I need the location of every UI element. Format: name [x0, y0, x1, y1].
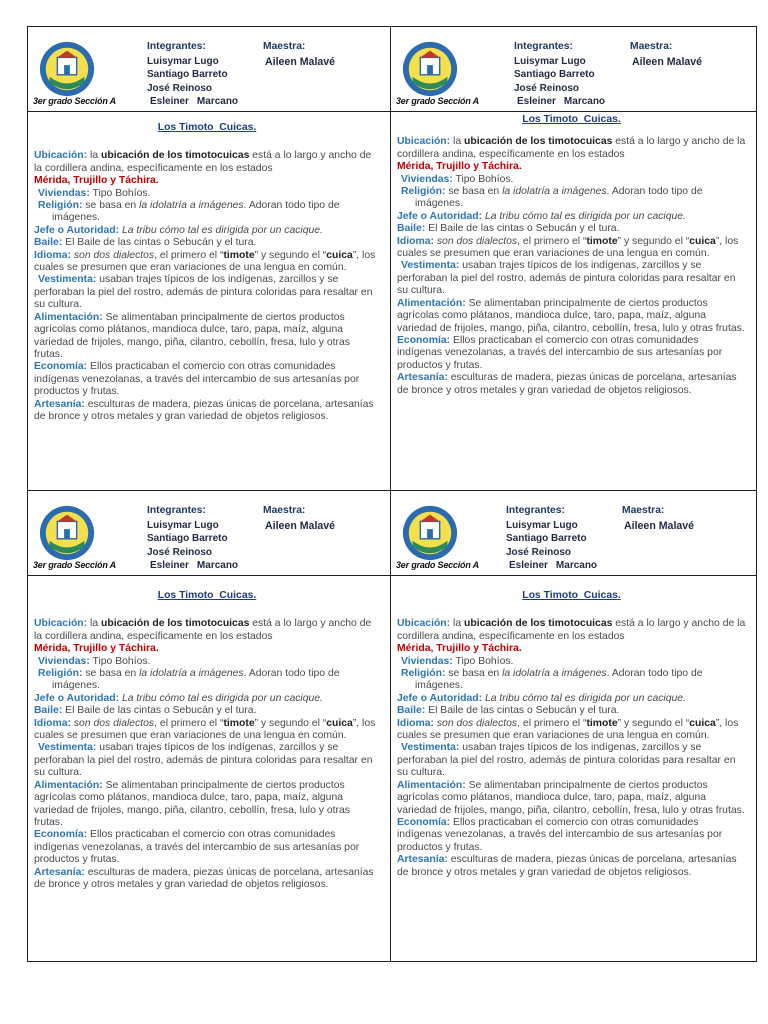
info-card — [390, 490, 757, 962]
idioma-paragraph: Idioma: son dos dialectos, el primero el “timote” y segundo el “cuica”, los cuales se presumen que eran variaciones de una lengua en común. — [34, 717, 376, 742]
artesania-paragraph: Artesanía: esculturas de madera, piezas únicas de porcelana, artesanías de bronce y otros metales y gran variedad de objetos religiosos. — [397, 372, 737, 396]
member-name: Luisymar Lugo — [514, 56, 586, 67]
member-name: Esleiner Marcano — [150, 96, 239, 108]
card-title: Los Timoto_Cuicas. — [157, 590, 257, 601]
member-name: Santiago Barreto — [147, 69, 228, 81]
member-name: José Reinoso — [147, 82, 213, 94]
religion-continuation: imágenes. — [415, 680, 463, 692]
baile-paragraph: Baile: El Baile de las cintas o Sebucán y el tura. — [397, 705, 620, 717]
alimentacion-paragraph: Alimentación: Se alimentaban principalmente de ciertos productos agrícolas como plátanos, mandioca dulce, taro, papa, maíz, alguna variedad de frijoles, mango, piña, cilantro, cebollín, fresa, lulo y otras frutas. — [34, 779, 350, 828]
ubicacion-states: Mérida, Trujillo y Táchira. — [397, 161, 522, 173]
card-title: Los Timoto_Cuicas. — [522, 590, 621, 601]
members-list — [506, 519, 597, 573]
card-title: Los Timoto_Cuicas. — [522, 114, 621, 125]
teacher-label: Maestra: — [263, 41, 306, 52]
card-sheet — [27, 26, 757, 962]
religion-paragraph: Religión: se basa en la idolatría a imágenes. Adoran todo tipo de — [38, 668, 340, 680]
artesania-paragraph: Artesanía: esculturas de madera, piezas únicas de porcelana, artesanías de bronce y otros metales y gran variedad de objetos religiosos. — [34, 866, 374, 890]
school-emblem-icon — [38, 40, 96, 98]
economia-paragraph: Economía: Ellos practicaban el comercio con otras comunidades indígenas venezolanas, a través del intercambio de sus artesanías por productos y frutas. — [34, 829, 360, 866]
jefe-paragraph: Jefe o Autoridad: La tribu cómo tal es dirigida por un cacique. — [34, 692, 323, 704]
member-name: Santiago Barreto — [147, 533, 228, 545]
vestimenta-paragraph: Vestimenta: usaban trajes típicos de los indígenas, zarcillos y se perforaban la piel del rostro, además de pintura coloridas para resaltar en su cultura. — [34, 274, 373, 311]
member-name: José Reinoso — [506, 546, 572, 558]
ubicacion-states: Mérida, Trujillo y Táchira. — [34, 175, 159, 187]
info-card — [27, 490, 391, 962]
members-list — [147, 55, 238, 109]
teacher-label: Maestra: — [622, 505, 665, 516]
ubicacion-states: Mérida, Trujillo y Táchira. — [34, 643, 159, 655]
artesania-paragraph: Artesanía: esculturas de madera, piezas únicas de porcelana, artesanías de bronce y otros metales y gran variedad de objetos religiosos. — [34, 398, 374, 422]
baile-paragraph: Baile: El Baile de las cintas o Sebucán y el tura. — [397, 223, 620, 235]
card-header — [391, 27, 756, 112]
religion-continuation: imágenes. — [415, 198, 463, 210]
members-list — [514, 55, 605, 109]
viviendas-paragraph: Viviendas: Tipo Bohíos. — [401, 655, 514, 667]
info-card — [27, 26, 391, 491]
alimentacion-paragraph: Alimentación: Se alimentaban principalmente de ciertos productos agrícolas como plátanos, mandioca dulce, taro, papa, maíz, alguna variedad de frijoles, mango, piña, cilantro, cebollín, fresa, lulo y otras frutas. — [34, 311, 350, 360]
ubicacion-paragraph: Ubicación: la ubicación de los timotocuicas está a lo largo y ancho de la cordillera andina, específicamente en los estados — [34, 150, 372, 174]
economia-paragraph: Economía: Ellos practicaban el comercio con otras comunidades indígenas venezolanas, a través del intercambio de sus artesanías por productos y frutas. — [397, 334, 723, 371]
card-body — [28, 112, 390, 423]
card-header — [391, 491, 756, 576]
card-body — [391, 112, 756, 397]
member-name: Santiago Barreto — [514, 69, 595, 81]
vestimenta-paragraph: Vestimenta: usaban trajes típicos de los indígenas, zarcillos y se perforaban la piel del rostro, además de pintura coloridas para resaltar en su cultura. — [397, 742, 736, 779]
member-name: Esleiner Marcano — [517, 96, 606, 108]
card-title: Los Timoto_Cuicas. — [157, 122, 257, 133]
viviendas-paragraph: Viviendas: Tipo Bohíos. — [401, 173, 514, 185]
ubicacion-paragraph: Ubicación: la ubicación de los timotocuicas está a lo largo y ancho de la cordillera andina, específicamente en los estados — [34, 618, 372, 642]
ubicacion-paragraph: Ubicación: la ubicación de los timotocuicas está a lo largo y ancho de la cordillera andina, específicamente en los estados — [397, 136, 746, 160]
members-label: Integrantes: — [506, 505, 565, 516]
school-emblem-icon — [38, 504, 96, 562]
alimentacion-paragraph: Alimentación: Se alimentaban principalmente de ciertos productos agrícolas como plátanos, mandioca dulce, taro, papa, maíz, alguna variedad de frijoles, mango, piña, cilantro, cebollín, fresa, lulo y otras frutas. — [397, 297, 745, 334]
school-emblem-icon — [401, 504, 459, 562]
vestimenta-paragraph: Vestimenta: usaban trajes típicos de los indígenas, zarcillos y se perforaban la piel del rostro, además de pintura coloridas para resaltar en su cultura. — [34, 742, 373, 779]
teacher-label: Maestra: — [263, 505, 306, 516]
member-name: Luisymar Lugo — [147, 520, 219, 531]
grade-label: 3er grado Sección A — [33, 560, 116, 570]
card-header — [28, 27, 390, 112]
members-label: Integrantes: — [514, 41, 573, 52]
card-body — [391, 576, 756, 879]
economia-paragraph: Economía: Ellos practicaban el comercio con otras comunidades indígenas venezolanas, a través del intercambio de sus artesanías por productos y frutas. — [397, 816, 723, 853]
teacher-name: Aileen Malavé — [632, 56, 703, 68]
member-name: Santiago Barreto — [506, 533, 587, 545]
alimentacion-paragraph: Alimentación: Se alimentaban principalmente de ciertos productos agrícolas como plátanos, mandioca dulce, taro, papa, maíz, alguna variedad de frijoles, mango, piña, cilantro, cebollín, fresa, lulo y otras frutas. — [397, 779, 745, 816]
religion-paragraph: Religión: se basa en la idolatría a imágenes. Adoran todo tipo de — [401, 186, 703, 198]
grade-label: 3er grado Sección A — [396, 560, 479, 570]
vestimenta-paragraph: Vestimenta: usaban trajes típicos de los indígenas, zarcillos y se perforaban la piel del rostro, además de pintura coloridas para resaltar en su cultura. — [397, 260, 736, 297]
artesania-paragraph: Artesanía: esculturas de madera, piezas únicas de porcelana, artesanías de bronce y otros metales y gran variedad de objetos religiosos. — [397, 854, 737, 878]
viviendas-paragraph: Viviendas: Tipo Bohíos. — [38, 187, 151, 199]
jefe-paragraph: Jefe o Autoridad: La tribu cómo tal es dirigida por un cacique. — [397, 692, 686, 704]
grade-label: 3er grado Sección A — [396, 96, 479, 106]
members-list — [147, 519, 238, 573]
idioma-paragraph: Idioma: son dos dialectos, el primero el “timote” y segundo el “cuica”, los cuales se presumen que eran variaciones de una lengua en común. — [397, 235, 739, 260]
economia-paragraph: Economía: Ellos practicaban el comercio con otras comunidades indígenas venezolanas, a través del intercambio de sus artesanías por productos y frutas. — [34, 361, 360, 398]
ubicacion-states: Mérida, Trujillo y Táchira. — [397, 643, 522, 655]
member-name: José Reinoso — [147, 546, 213, 558]
teacher-name: Aileen Malavé — [265, 520, 336, 532]
grade-label: 3er grado Sección A — [33, 96, 116, 106]
member-name: Luisymar Lugo — [147, 56, 219, 67]
religion-paragraph: Religión: se basa en la idolatría a imágenes. Adoran todo tipo de — [38, 200, 340, 212]
idioma-paragraph: Idioma: son dos dialectos, el primero el “timote” y segundo el “cuica”, los cuales se presumen que eran variaciones de una lengua en común. — [397, 717, 739, 742]
religion-continuation: imágenes. — [52, 680, 100, 692]
viviendas-paragraph: Viviendas: Tipo Bohíos. — [38, 655, 151, 667]
member-name: Esleiner Marcano — [150, 560, 239, 572]
baile-paragraph: Baile: El Baile de las cintas o Sebucán y el tura. — [34, 705, 257, 717]
baile-paragraph: Baile: El Baile de las cintas o Sebucán y el tura. — [34, 237, 257, 249]
religion-paragraph: Religión: se basa en la idolatría a imágenes. Adoran todo tipo de — [401, 668, 703, 680]
card-body — [28, 576, 390, 891]
teacher-label: Maestra: — [630, 41, 673, 52]
religion-continuation: imágenes. — [52, 212, 100, 224]
card-header — [28, 491, 390, 576]
school-emblem-icon — [401, 40, 459, 98]
member-name: Esleiner Marcano — [509, 560, 598, 572]
members-label: Integrantes: — [147, 505, 206, 516]
info-card — [390, 26, 757, 491]
members-label: Integrantes: — [147, 41, 206, 52]
member-name: Luisymar Lugo — [506, 520, 578, 531]
idioma-paragraph: Idioma: son dos dialectos, el primero el “timote” y segundo el “cuica”, los cuales se presumen que eran variaciones de una lengua en común. — [34, 249, 376, 274]
teacher-name: Aileen Malavé — [624, 520, 695, 532]
jefe-paragraph: Jefe o Autoridad: La tribu cómo tal es dirigida por un cacique. — [34, 224, 323, 236]
teacher-name: Aileen Malavé — [265, 56, 336, 68]
member-name: José Reinoso — [514, 82, 580, 94]
jefe-paragraph: Jefe o Autoridad: La tribu cómo tal es dirigida por un cacique. — [397, 210, 686, 222]
ubicacion-paragraph: Ubicación: la ubicación de los timotocuicas está a lo largo y ancho de la cordillera andina, específicamente en los estados — [397, 618, 746, 642]
